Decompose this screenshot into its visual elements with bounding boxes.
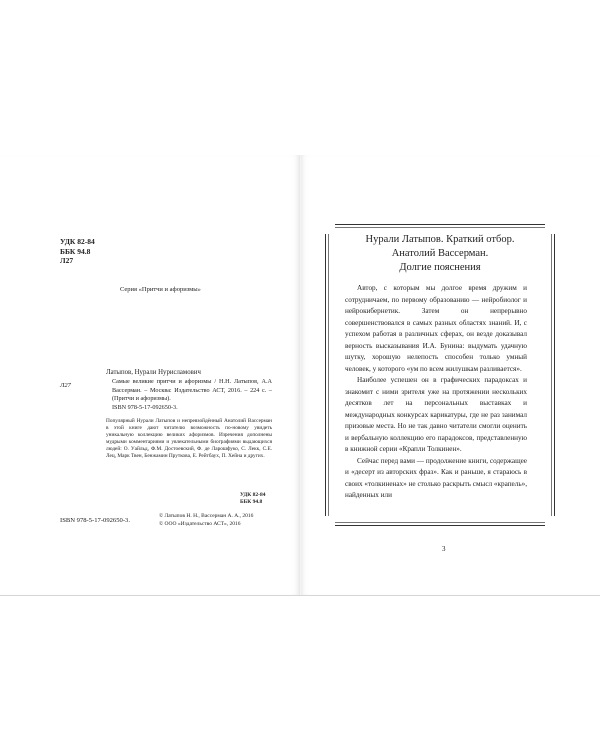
series-title: Серия «Притчи и афоризмы» [120, 286, 201, 293]
paragraph: Наиболее успешен он в графических парадоксах и знакомит с ними зрителя уже на протяжении нескольких десятков лет на персональных выставках и международных конкурсах карикатуры, где не раз занимал призовые места. Но не так давно читатели смогли оценить и вербальную коллекцию его парадоксов, представленную в книжной серии «Крапли Толкинен». [345, 376, 527, 453]
body-text [345, 283, 527, 502]
bibliographic-description: Самые великие притчи и афоризмы / Н.Н. Латыпов, А.А Вассерман. – Москва: Издательство АСТ, 2016. – 224 с. – (Притчи и афоризмы). [112, 378, 272, 402]
paragraph: Автор, с которым мы долгое время дружим и сотрудничаем, по первому образованию — нейробиолог и нейрокибернетик. Затем он непрерывно совершенствовался в самых разных областях знаний. И, с успехом работая в различных сферах, он везде доказывал верность высказывания И.А. Бунина: выдумать удачную шутку, хорошую нелепость способен только умный человек, у которого «ум по всем жилушкам разливается». [345, 284, 527, 373]
isbn-line: ISBN 978-5-17-092650-3. [112, 404, 178, 411]
isbn-bottom: ISBN 978-5-17-092650-3. [60, 517, 130, 524]
title-line: Долгие пояснения [399, 262, 481, 273]
udk-right-block [240, 492, 265, 506]
udk-classification [60, 237, 95, 266]
frame-corner [325, 516, 335, 526]
page-bottom-edge [0, 595, 600, 596]
udk-right-code: УДК 82-84 [240, 492, 266, 498]
copyright-block [159, 512, 253, 528]
book-gutter [299, 155, 301, 595]
frame-corner [545, 516, 555, 526]
book-annotation: Популярный Нурали Латыпов и непревзойдённый Анатолий Вассерман в этой книге дают читателю возможность по-новому увидеть уникальную коллекцию великих афоризмов. Изречения дополнены мудрыми комментариями и увлекательными биографиями выдающихся людей: О. Уайльд, Ф.М. Достоевский, Ф. де Ларошфуко, С. Лекк, С.Е. Лец, Марк Твен, Бенжамин Пруткова, Е. Рейтбаух, П. Хейна и других. [106, 418, 272, 460]
copyright-authors: © Латыпов Н. Н., Вассерман А. А., 2016 [159, 513, 254, 519]
title-line: Анатолий Вассерман. [391, 248, 489, 259]
bbk-code: ББК 94.8 [60, 246, 91, 256]
bbk-right-code: ББК 94.8 [240, 499, 263, 505]
udk-code: УДК 82-84 [60, 237, 95, 246]
author-name: Латыпов, Нурали Нурисламович [106, 369, 201, 376]
copyright-publisher: © ООО «Издательство АСТ», 2016 [159, 521, 241, 527]
page-number: 3 [442, 545, 446, 553]
title-line: Нурали Латыпов. Краткий отбор. [365, 234, 515, 245]
paragraph: Сейчас перед вами — продолжение книги, содержащее и «десерт из авторских фраз». Как и раньше, я стараюсь в своих «толкиненах» не столько раскрыть смысл «крапель», найденных или [345, 456, 527, 499]
author-code: Л27 [60, 382, 71, 389]
chapter-title [330, 233, 550, 275]
author-mark: Л27 [60, 256, 74, 265]
